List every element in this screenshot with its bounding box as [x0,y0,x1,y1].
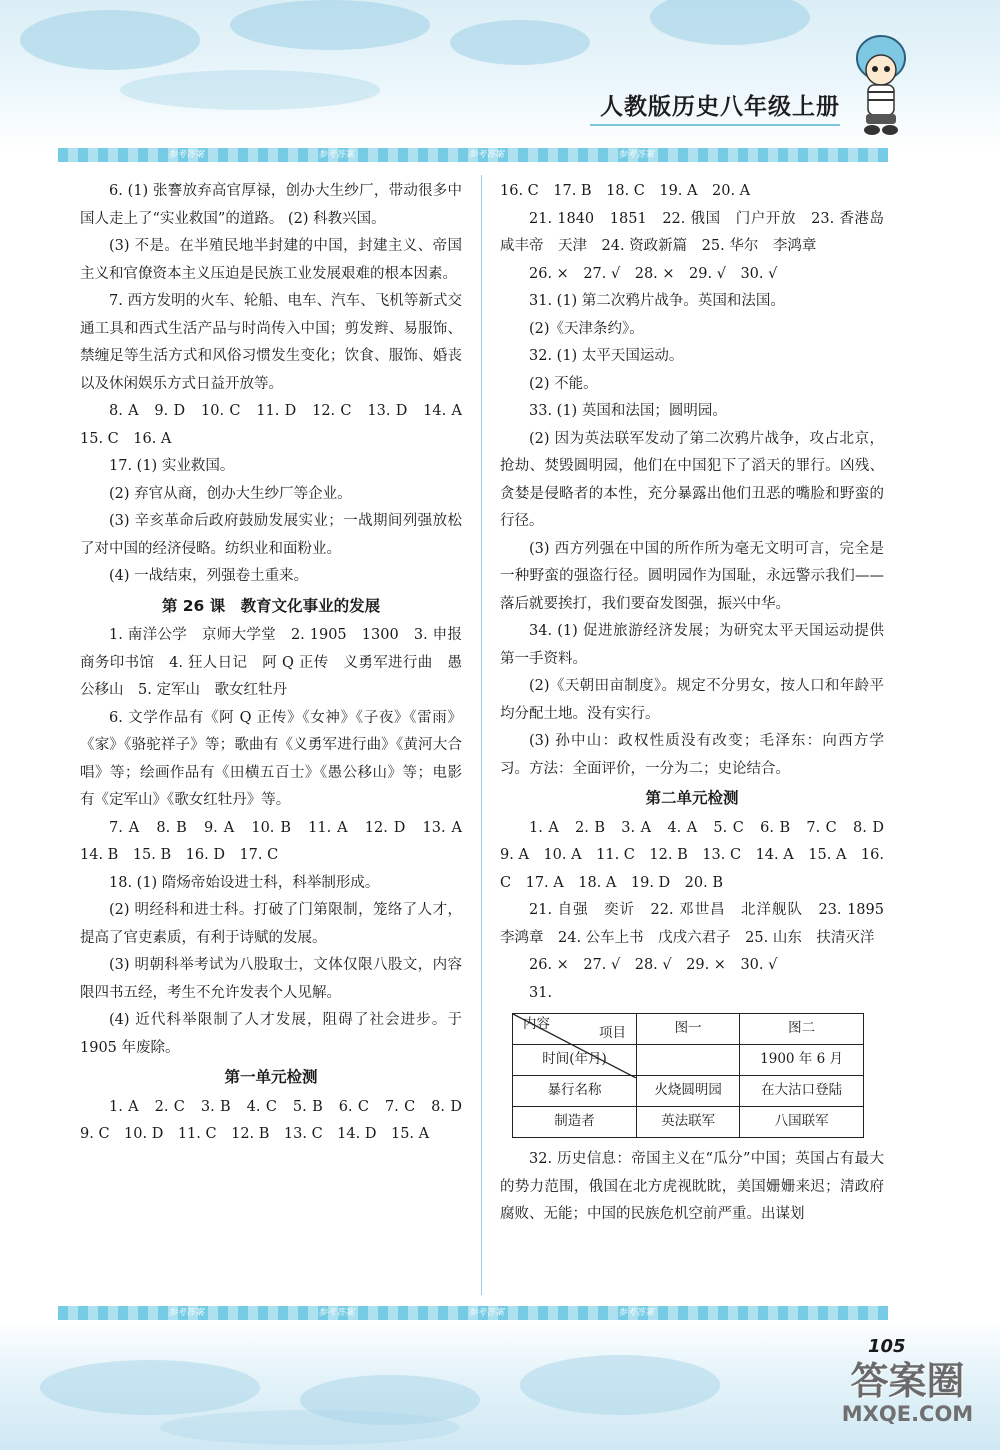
strip-label: 参考答案 [168,1308,205,1318]
answer-paragraph: 16. C 17. B 18. C 19. A 20. A [500,183,751,199]
answer-paragraph: 1. A 2. B 3. A 4. A 5. C 6. B 7. C 8. D 9. A 10. A 11. C 12. B 13. C 14. A 15. A 16. C 17. A 18. A 19. D 20. B [500,819,899,891]
answer-paragraph: 32. 历史信息：帝国主义在“瓜分”中国；英国占有最大的势力范围，俄国在北方虎视眈眈，美国姗姗来迟；清政府腐败、无能；中国的民族危机空前严重。出谋划 [500,1151,884,1222]
answer-paragraph: (2) 不能。 [529,375,598,392]
right-column [500,178,899,1229]
answer-paragraph: (2)《天朝田亩制度》。规定不分男女，按人口和年龄平均分配土地。没有实行。 [500,678,884,722]
answer-paragraph: 21. 1840 1851 22. 俄国 门户开放 23. 香港岛 咸丰帝 天津 24. 资政新篇 25. 华尔 李鸿章 [500,210,899,254]
mascot-illustration [850,30,912,140]
column-divider [481,175,482,1295]
table-corner-cell [513,1014,637,1045]
lesson-heading: 第 26 课 教育文化事业的发展 [161,596,381,615]
title-underline [590,124,840,126]
table-cell [637,1045,740,1076]
answer-paragraph: (2) 明经科和进士科。打破了门第限制，笼络了人才，提高了官吏素质，有利于诗赋的发展。 [80,902,462,946]
answer-paragraph: 18. (1) 隋炀帝始设进士科，科举制形成。 [109,874,380,891]
answer-paragraph: 32. (1) 太平天国运动。 [529,348,684,364]
answer-paragraph: 33. (1) 英国和法国；圆明园。 [529,403,727,419]
answer-paragraph: 31. (1) 第二次鸦片战争。英国和法国。 [529,293,785,309]
answer-paragraph: (2)《天津条约》。 [529,320,644,337]
strip-label: 参考答案 [618,150,655,160]
corner-label-item: 项目 [599,1025,626,1041]
unit-test-heading: 第二单元检测 [645,789,739,807]
table-cell: 火烧圆明园 [637,1076,740,1107]
answer-paragraph: 7. 西方发明的火车、轮船、电车、汽车、飞机等新式交通工具和西式生活产品与时尚传入中国；剪发辫、易服饰、禁缠足等生活方式和风俗习惯发生变化；饮食、服饰、婚丧以及休闲娱乐方式日益开放等。 [80,293,462,392]
strip-label: 参考答案 [618,1308,655,1318]
table-row [513,1076,864,1107]
answer-paragraph: 17. (1) 实业救国。 [109,458,235,474]
answer-paragraph: (3) 孙中山：政权性质没有改变；毛泽东：向西方学习。方法：全面评价，一分为二；史论结合。 [500,733,884,777]
table-row [513,1107,864,1138]
answer-paragraph: 21. 自强 奕䜣 22. 邓世昌 北洋舰队 23. 1895 李鸿章 24. 公车上书 戊戌六君子 25. 山东 扶清灭洋 [500,902,899,946]
table-cell: 八国联军 [740,1107,864,1138]
unit-test-heading: 第一单元检测 [224,1068,318,1086]
strip-label: 参考答案 [168,150,205,160]
page-number: 105 [868,1336,906,1357]
table-cell: 英法联军 [637,1107,740,1138]
strip-label: 参考答案 [468,1308,505,1318]
watermark-text: 答案圈 [850,1359,965,1403]
bottom-answer-strip [58,1306,888,1320]
answer-paragraph: 1. 南洋公学 京师大学堂 2. 1905 1300 3. 申报 商务印书馆 4. 狂人日记 阿 Q 正传 义勇军进行曲 愚公移山 5. 定军山 歌女红牡丹 [80,627,477,698]
table-header-cell: 图一 [637,1014,740,1045]
answer-paragraph: 31. [529,984,553,1001]
left-column [80,178,477,1149]
answer-paragraph: (3) 明朝科举考试为八股取士，文体仅限八股文，内容限四书五经，考生不允许发表个人见解。 [80,957,462,1001]
answer-paragraph: 26. × 27. √ 28. √ 29. × 30. √ [529,957,778,973]
table-row-label: 暴行名称 [513,1076,637,1107]
answer-paragraph: (3) 不是。在半殖民地半封建的中国，封建主义、帝国主义和官僚资本主义压迫是民族工业发展艰难的根本因素。 [80,238,462,282]
table-cell: 1900 年 6 月 [740,1045,864,1076]
answer-paragraph: (3) 西方列强在中国的所作所为毫无文明可言，完全是一种野蛮的强盗行径。圆明园作为国耻，永远警示我们——落后就要挨打，我们要奋发图强，振兴中华。 [500,540,884,612]
strip-label: 参考答案 [318,150,355,160]
answer-paragraph: 6. (1) 张謇放弃高官厚禄，创办大生纱厂，带动很多中国人走上了“实业救国”的道路。 (2) 科教兴国。 [80,183,462,227]
answer-paragraph: (4) 近代科举限制了人才发展，阻碍了社会进步。于 1905 年废除。 [80,1012,462,1056]
answer-table [512,1013,864,1138]
table-row-label: 时间(年月) [513,1045,637,1076]
answer-paragraph: 6. 文学作品有《阿 Q 正传》《女神》《子夜》《雷雨》《家》《骆驼祥子》等；歌曲有《义勇军进行曲》《黄河大合唱》等；绘画作品有《田横五百士》《愚公移山》等；电影有《定军山》《歌女红牡丹》等。 [80,709,462,808]
book-title: 人教版历史八年级上册 [600,94,840,120]
answer-paragraph: 34. (1) 促进旅游经济发展；为研究太平天国运动提供第一手资料。 [500,623,884,667]
answer-paragraph: (4) 一战结束，列强卷土重来。 [109,568,309,584]
table-header-row [513,1014,864,1045]
answer-paragraph: 26. × 27. √ 28. × 29. √ 30. √ [529,265,778,282]
strip-label: 参考答案 [468,150,505,160]
answer-paragraph: (3) 辛亥革命后政府鼓励发展实业；一战期间列强放松了对中国的经济侵略。纺织业和面粉业。 [80,513,462,557]
answer-paragraph: 8. A 9. D 10. C 11. D 12. C 13. D 14. A 15. C 16. A [80,403,477,447]
watermark-url: MXQE.COM [841,1402,974,1426]
answer-paragraph: (2) 因为英法联军发动了第二次鸦片战争，攻占北京，抢劫、焚毁圆明园，他们在中国犯下了滔天的罪行。凶残、贪婪是侵略者的本性，充分暴露出他们丑恶的嘴脸和野蛮的行径。 [500,430,884,529]
table-cell: 在大沽口登陆 [740,1076,864,1107]
answer-paragraph: (2) 弃官从商，创办大生纱厂等企业。 [109,485,352,502]
answer-paragraph: 7. A 8. B 9. A 10. B 11. A 12. D 13. A 14. B 15. B 16. D 17. C [80,819,477,863]
strip-label: 参考答案 [318,1308,355,1318]
top-answer-strip [58,148,888,162]
table-row-label: 制造者 [513,1107,637,1138]
table-header-cell: 图二 [740,1014,864,1045]
site-watermark [820,1350,995,1440]
answer-paragraph: 1. A 2. C 3. B 4. C 5. B 6. C 7. C 8. D 9. C 10. D 11. C 12. B 13. C 14. D 15. A [80,1098,477,1142]
corner-label-content: 内容 [523,1015,550,1032]
